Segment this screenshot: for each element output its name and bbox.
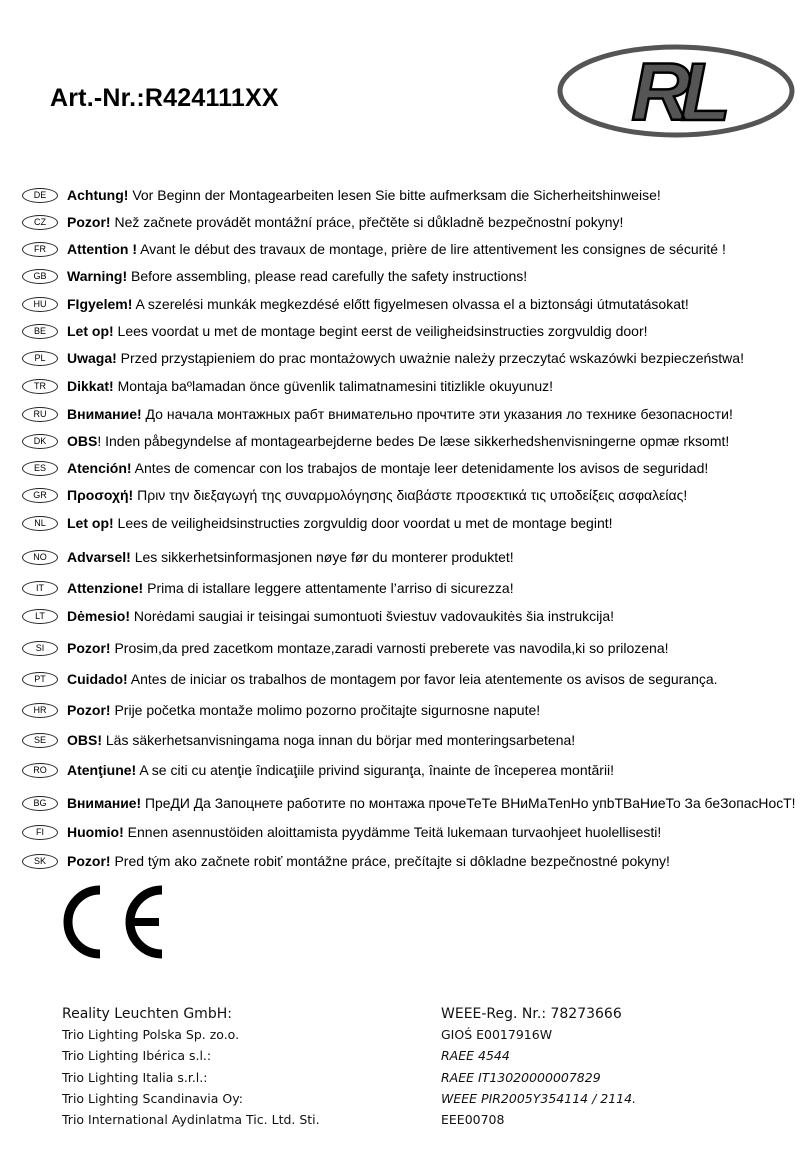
instruction-row-gb bbox=[22, 266, 527, 286]
instruction-row-ro bbox=[22, 760, 614, 780]
instruction-body: До начала монтажных рабт внимательно прочтите эти указания ло технике безопасности! bbox=[141, 406, 733, 422]
instruction-lead: Pozor! bbox=[67, 640, 111, 656]
instruction-lead: FIgyelem! bbox=[67, 296, 133, 312]
instruction-text bbox=[67, 487, 687, 503]
instruction-lead: Let op! bbox=[67, 515, 114, 531]
instruction-body: Antes de comencar con los trabajos de montaje leer detenidamente los avisos de seguridad! bbox=[131, 460, 709, 476]
language-badge: BG bbox=[22, 796, 58, 811]
instruction-body: Przed przystąpieniem do prac montażowych uważnie należy przeczytać wskazówki bezpieczeństwa! bbox=[116, 350, 744, 366]
footer-registration-1: GIOŚ E0017916W bbox=[441, 1027, 553, 1042]
instruction-lead: Let op! bbox=[67, 323, 114, 339]
instruction-body: Prima di istallare leggere attentamente l’arriso di sicurezza! bbox=[143, 580, 514, 596]
instruction-text bbox=[67, 214, 623, 230]
instruction-text bbox=[67, 378, 553, 394]
footer-company-3: Trio Lighting Italia s.r.l.: bbox=[62, 1070, 208, 1085]
language-badge: HR bbox=[22, 703, 58, 718]
language-badge: FI bbox=[22, 825, 58, 840]
language-badge: FR bbox=[22, 242, 58, 257]
instruction-lead: Pozor! bbox=[67, 214, 111, 230]
instruction-lead: Atención! bbox=[67, 460, 132, 476]
language-badge: SK bbox=[22, 854, 58, 869]
instruction-body: Prije početka montaže molimo pozorno pročitajte sigurnosne napute! bbox=[110, 702, 541, 718]
instruction-lead: Внимание! bbox=[67, 795, 142, 811]
instruction-body: A szerelési munkák megkezdésé előtt figyelmesen olvassa el a biztonsági útmutatásokat! bbox=[132, 296, 689, 312]
instruction-lead: Advarsel! bbox=[67, 549, 131, 565]
instruction-text bbox=[67, 762, 614, 778]
language-badge: HU bbox=[22, 297, 58, 312]
instruction-text bbox=[67, 515, 613, 531]
instruction-lead: Attenzione! bbox=[67, 580, 144, 596]
footer-company-2: Trio Lighting Ibérica s.l.: bbox=[62, 1048, 212, 1063]
instruction-body: Ennen asennustöiden aloittamista pyydämme Teitä lukemaan turvaohjeet huolellisesti! bbox=[123, 824, 662, 840]
instruction-text bbox=[67, 608, 614, 624]
instruction-body: Lees de veiligheidsinstructies zorgvuldig door voordat u met de montage begint! bbox=[113, 515, 613, 531]
language-badge: TR bbox=[22, 379, 58, 394]
instruction-row-nl bbox=[22, 513, 613, 533]
instruction-text bbox=[67, 640, 669, 656]
instruction-lead: Pozor! bbox=[67, 853, 111, 869]
language-badge: DK bbox=[22, 434, 58, 449]
footer-company-5: Trio International Aydinlatma Tic. Ltd. Sti. bbox=[62, 1112, 320, 1127]
instruction-body: Montaja baºlamadan önce güvenlik talimatnamesini titizlikle okuyunuz! bbox=[113, 378, 554, 394]
instruction-row-fi bbox=[22, 822, 661, 842]
instruction-text bbox=[67, 853, 670, 869]
instruction-row-de bbox=[22, 185, 661, 205]
footer-company-4: Trio Lighting Scandinavia Oy: bbox=[62, 1091, 243, 1106]
instruction-body: Läs säkerhetsanvisningama noga innan du börjar med monteringsarbetena! bbox=[102, 732, 576, 748]
ce-mark-icon bbox=[60, 884, 170, 960]
footer-company-0: Reality Leuchten GmbH: bbox=[62, 1006, 232, 1022]
instruction-body: Avant le début des travaux de montage, prière de lire attentivement les consignes de sécurité ! bbox=[136, 241, 726, 257]
instruction-body: Lees voordat u met de montage begint eerst de veiligheidsinstructies zorgvuldig door! bbox=[113, 323, 648, 339]
language-badge: BE bbox=[22, 324, 58, 339]
instruction-row-sk bbox=[22, 851, 670, 871]
instruction-body: Než začnete provádět montážní práce, přečtěte si důkladně bezpečnostní pokyny! bbox=[110, 214, 624, 230]
instruction-text bbox=[67, 433, 729, 449]
instruction-row-hr bbox=[22, 700, 540, 720]
language-badge: ES bbox=[22, 461, 58, 476]
instruction-text bbox=[67, 406, 733, 422]
instruction-text bbox=[67, 580, 514, 596]
article-number: Art.-Nr.:R424111XX bbox=[50, 84, 279, 112]
svg-text:RL: RL bbox=[631, 47, 721, 138]
instruction-text bbox=[67, 323, 648, 339]
instruction-row-gr bbox=[22, 485, 687, 505]
instruction-lead: OBS! bbox=[67, 732, 102, 748]
language-badge: PT bbox=[22, 672, 58, 687]
instruction-row-fr bbox=[22, 239, 726, 259]
instruction-body: Pred tým ako začnete robiť montážne práce, prečítajte si dôkladne bezpečnostné pokyny! bbox=[110, 853, 670, 869]
instruction-text bbox=[67, 824, 661, 840]
instruction-row-se bbox=[22, 730, 575, 750]
instruction-lead: Huomio! bbox=[67, 824, 124, 840]
language-badge: SE bbox=[22, 733, 58, 748]
language-badge: RU bbox=[22, 407, 58, 422]
instruction-text bbox=[67, 350, 744, 366]
instruction-text bbox=[67, 549, 514, 565]
instruction-lead: Achtung! bbox=[67, 187, 129, 203]
instruction-row-lt bbox=[22, 606, 614, 626]
instruction-text bbox=[67, 460, 708, 476]
language-badge: GR bbox=[22, 488, 58, 503]
instruction-body: ! Inden påbegyndelse af montagearbejderne bedes De læse sikkerhedshenvisningerne opmæ rksomt! bbox=[97, 433, 730, 449]
instruction-row-no bbox=[22, 547, 514, 567]
instruction-row-dk bbox=[22, 431, 729, 451]
instruction-row-ru bbox=[22, 404, 733, 424]
instruction-text bbox=[67, 241, 726, 257]
instruction-row-hu bbox=[22, 294, 689, 314]
footer-registration-2: RAEE 4544 bbox=[441, 1048, 510, 1063]
instruction-lead: Attention ! bbox=[67, 241, 137, 257]
instruction-row-bg bbox=[22, 793, 801, 813]
instruction-row-cz bbox=[22, 212, 623, 232]
language-badge: DE bbox=[22, 188, 58, 203]
instruction-lead: Προσοχή! bbox=[67, 487, 134, 503]
instruction-body: Πριν την διεξαγωγή της συναρμολόγησης διαβάστε προσεκτικά τις υποδείξεις ασφαλείας! bbox=[133, 487, 688, 503]
instruction-text bbox=[67, 671, 718, 687]
instruction-lead: Pozor! bbox=[67, 702, 111, 718]
instruction-lead: Dėmesio! bbox=[67, 608, 131, 624]
language-badge: GB bbox=[22, 269, 58, 284]
instruction-lead: Dikkat! bbox=[67, 378, 114, 394]
language-badge: PL bbox=[22, 351, 58, 366]
instruction-row-it bbox=[22, 578, 514, 598]
instruction-body: Norėdami saugiai ir teisingai sumontuoti šviestuv vadovaukitės šia instrukcija! bbox=[130, 608, 615, 624]
language-badge: NL bbox=[22, 516, 58, 531]
instruction-row-tr bbox=[22, 376, 553, 396]
instruction-body: ПреДИ Да Запоцнете работите по монтажа прочеТеТе ВНиМаТеnНо упbТВаНиеТо За беЗопасНосТ! bbox=[141, 795, 796, 811]
language-badge: NO bbox=[22, 550, 58, 565]
language-badge: LT bbox=[22, 609, 58, 624]
language-badge: SI bbox=[22, 641, 58, 656]
instruction-row-be bbox=[22, 321, 648, 341]
instruction-lead: Внимание! bbox=[67, 406, 142, 422]
instruction-text bbox=[67, 732, 575, 748]
instruction-lead: Uwaga! bbox=[67, 350, 117, 366]
instruction-row-si bbox=[22, 638, 669, 658]
instruction-body: Les sikkerhetsinformasjonen nøye før du monterer produktet! bbox=[130, 549, 514, 565]
instruction-row-pl bbox=[22, 348, 744, 368]
language-badge: IT bbox=[22, 581, 58, 596]
instruction-lead: Atenţiune! bbox=[67, 762, 137, 778]
language-badge: RO bbox=[22, 763, 58, 778]
instruction-lead: Cuidado! bbox=[67, 671, 128, 687]
rl-logo bbox=[557, 44, 795, 138]
instruction-row-pt bbox=[22, 669, 718, 689]
footer-registration-5: EEE00708 bbox=[441, 1112, 505, 1127]
footer-registration-3: RAEE IT13020000007829 bbox=[441, 1070, 601, 1085]
instruction-body: Before assembling, please read carefully the safety instructions! bbox=[127, 268, 528, 284]
instruction-row-es bbox=[22, 458, 708, 478]
instruction-text bbox=[67, 268, 527, 284]
instruction-text bbox=[67, 187, 661, 203]
instruction-lead: Warning! bbox=[67, 268, 128, 284]
instruction-body: A se citi cu atenţie îndicaţiile privind siguranţa, înainte de începerea montării! bbox=[136, 762, 615, 778]
footer-registration-0: WEEE-Reg. Nr.: 78273666 bbox=[441, 1006, 622, 1022]
instruction-text bbox=[67, 296, 689, 312]
instruction-body: Antes de iniciar os trabalhos de montagem por favor leia atentemente os avisos de segurança. bbox=[127, 671, 718, 687]
instruction-body: Vor Beginn der Montagearbeiten lesen Sie bitte aufmerksam die Sicherheitshinweise! bbox=[128, 187, 661, 203]
language-badge: CZ bbox=[22, 215, 58, 230]
instruction-lead: OBS bbox=[67, 433, 98, 449]
footer-registration-4: WEEE PIR2005Y354114 / 2114. bbox=[441, 1091, 637, 1106]
instruction-body: Prosim,da pred zacetkom montaze,zaradi varnosti preberete vas navodila,ki so prilozena! bbox=[110, 640, 669, 656]
footer-company-1: Trio Lighting Polska Sp. zo.o. bbox=[62, 1027, 240, 1042]
instruction-text bbox=[67, 795, 796, 811]
instruction-text bbox=[67, 702, 540, 718]
